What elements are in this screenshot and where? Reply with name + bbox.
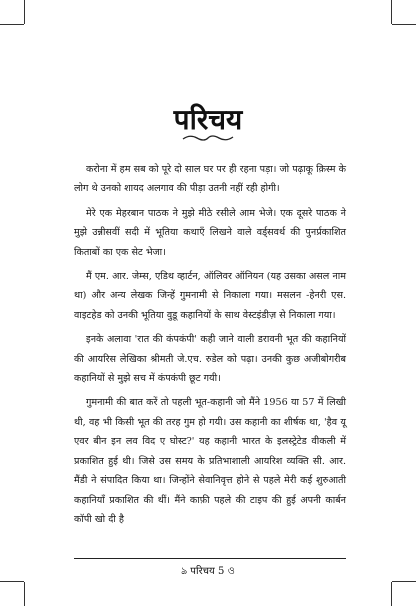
- crop-mark-bottom-left-h: [0, 581, 24, 582]
- paragraph-2: मेरे एक मेहरबान पाठक ने मुझे मीठे रसीले आम भेजे। एक दूसरे पाठक ने मुझे उन्नीसवीं सदी में भूतिया कथाएँ लिखने वाले वर्ड्सवर्थ की पुनर्प्रकाशित किताबों का एक सेट भेजा।: [74, 207, 346, 258]
- body-text: [74, 160, 346, 534]
- crop-mark-top-right-h: [392, 24, 416, 25]
- title-ornament: [181, 133, 235, 143]
- paragraph-5: गुमनामी की बात करें तो पहली भूत-कहानी जो मैंने 1956 या 57 में लिखी थी, वह भी किसी भूत की तरह गुम हो गयी। उस कहानी का शीर्षक था, 'हैव यू एवर बीन इन लव विद ए घोस्ट?' यह कहानी भारत के इलस्ट्रेटेड वीकली में प्रकाशित हुई थी। जिसे उस समय के प्रतिभाशाली आयरिश व्यक्ति सी. आर. मैंडी ने संपादित किया था। जिन्होंने सेवानिवृत्त होने से पहले मेरी कई शुरुआती कहानियाँ प्रकाशित की थीं। मैंने काफ़ी पहले की टाइप की हुई अपनी कार्बन कॉपी खो दी है: [74, 397, 346, 525]
- crop-mark-top-left: [24, 0, 25, 24]
- crop-mark-bottom-right-h: [392, 581, 416, 582]
- crop-mark-top-right: [391, 0, 392, 24]
- footer-ornament-left-icon: ঌ: [181, 566, 188, 577]
- crop-mark-top-left-h: [0, 24, 24, 25]
- paragraph-3: मैं एम. आर. जेम्स, एडिथ व्हार्टन, ऑलिवर ऑनियन (यह उसका असल नाम था) और अन्य लेखक जिन्हें गुमनामी से निकाला गया। मसलन -हेनरी एस. वाइटहेड को उनकी भूतिया वुडू कहानियों के साथ वेस्टइंडीज़ से निकाला गया।: [74, 271, 346, 321]
- paragraph-1: करोना में हम सब को पूरे दो साल घर पर ही रहना पड़ा। जो पढ़ाकू क़िस्म के लोग थे उनको शायद अलगाव की पीड़ा उतनी नहीं रही होगी।: [74, 164, 346, 195]
- crop-mark-bottom-right: [391, 582, 392, 606]
- page-footer: [0, 563, 416, 581]
- footer-ornament-right-icon: ও: [227, 566, 235, 577]
- footer-label: परिचय 5: [190, 566, 225, 577]
- paragraph-4: इनके अलावा 'रात की कंपकंपी' कही जाने वाली डरावनी भूत की कहानियों की आयरिस लेखिका श्रीमती जे.एच. रुडेल को पढ़ा। उनकी कुछ अजीबोगरीब कहानियों से मुझे सच में कंपकंपी छूट गयी।: [74, 334, 346, 385]
- crop-mark-bottom-left: [24, 582, 25, 606]
- chapter-title: परिचय: [173, 103, 243, 136]
- footer-rule: [74, 558, 346, 559]
